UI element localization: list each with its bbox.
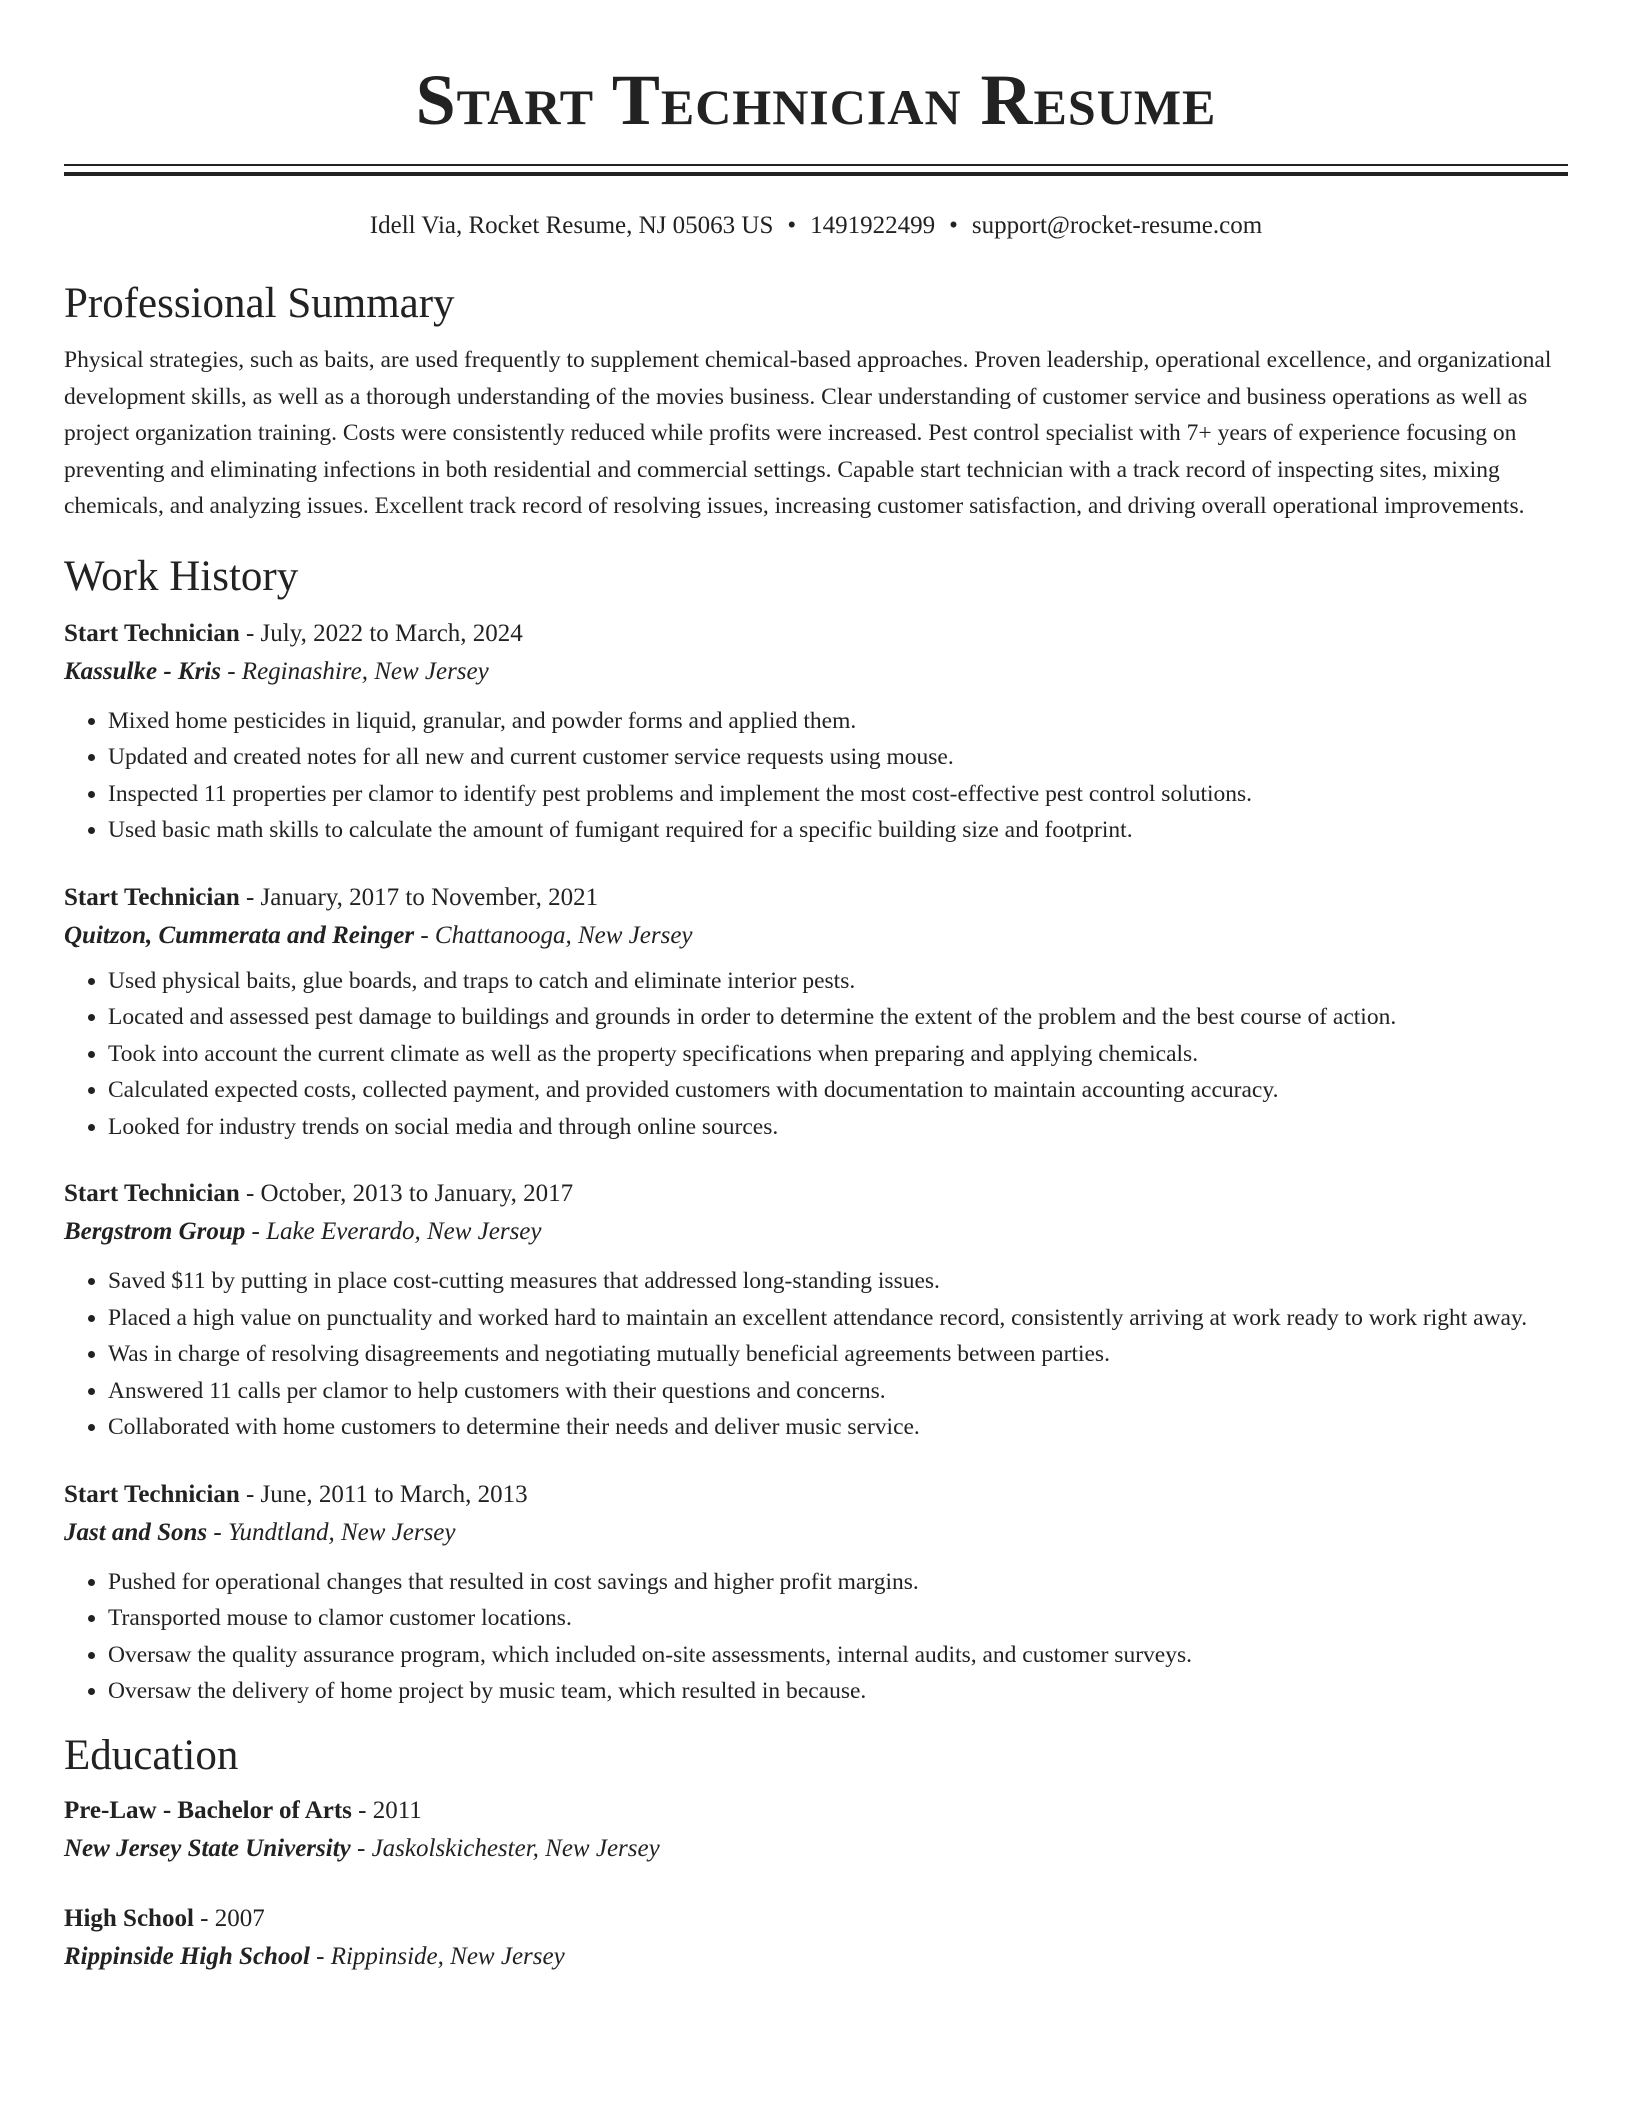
job-entry: [64, 879, 1568, 1146]
job-header: [64, 879, 1568, 917]
contact-separator: •: [787, 212, 797, 239]
education-year: - 2011: [351, 1796, 422, 1824]
job-entry: [64, 1476, 1568, 1710]
contact-email: support@rocket-resume.com: [971, 212, 1263, 239]
job-location: - Chattanooga, New Jersey: [414, 921, 693, 949]
job-role: Start Technician: [64, 619, 240, 647]
job-location: - Yundtland, New Jersey: [207, 1518, 456, 1546]
job-company: Bergstrom Group: [64, 1218, 246, 1245]
contact-phone: 1491922499: [810, 212, 936, 239]
job-employer: [64, 1514, 1568, 1552]
job-bullets: [64, 963, 1568, 1146]
contact-address: Idell Via, Rocket Resume, NJ 05063 US: [369, 212, 774, 239]
job-employer: [64, 917, 1568, 955]
job-dates: - January, 2017 to November, 2021: [239, 883, 599, 911]
job-bullets: [64, 1564, 1568, 1710]
education-school: Rippinside High School: [64, 1942, 310, 1970]
job-bullet: • Used physical baits, glue boards, and traps to catch and eliminate interior pests.: [108, 963, 1568, 1000]
education-header: [64, 1792, 1568, 1830]
job-bullet: • Located and assessed pest damage to buildings and grounds in order to determine the extent of the problem and the best course of action.: [108, 999, 1568, 1036]
education-location: - Jaskolskichester, New Jersey: [350, 1834, 660, 1862]
education-degree: High School: [64, 1904, 194, 1932]
job-employer: [64, 653, 1568, 691]
education-school-line: [64, 1938, 1568, 1976]
job-role: Start Technician: [64, 883, 240, 911]
job-bullets: [64, 703, 1568, 849]
job-dates: - July, 2022 to March, 2024: [239, 619, 523, 647]
education-school: New Jersey State University: [64, 1834, 351, 1862]
education-school-line: [64, 1830, 1568, 1868]
job-header: [64, 1175, 1568, 1213]
job-header: [64, 1476, 1568, 1514]
job-bullet: • Pushed for operational changes that resulted in cost savings and higher profit margins.: [108, 1564, 1568, 1601]
title-divider: [64, 164, 1568, 176]
job-dates: - October, 2013 to January, 2017: [239, 1180, 574, 1207]
job-bullet: • Oversaw the quality assurance program, which included on-site assessments, internal audits, and customer surveys.: [108, 1637, 1568, 1674]
job-company: Jast and Sons: [64, 1518, 208, 1546]
education-degree: Pre-Law - Bachelor of Arts: [64, 1796, 352, 1824]
education-entry: [64, 1792, 1568, 1868]
summary-heading: Professional Summary: [64, 280, 455, 327]
contact-line: [64, 210, 1568, 242]
contact-separator: •: [949, 212, 958, 239]
job-bullet: • Looked for industry trends on social media and through online sources.: [108, 1109, 1568, 1146]
education-heading: Education: [64, 1731, 239, 1779]
summary-text: Physical strategies, such as baits, are used frequently to supplement chemical-based approaches. Proven leadership, operational excellence, and organizational development skills, as well as a thorough understanding of the movies business. Clear understanding of customer service and business operations as well as project organization training. Costs were consistently reduced while profits were increased. Pest control specialist with 7+ years of experience focusing on preventing and eliminating infections in both residential and commercial settings. Capable start technician with a track record of inspecting sites, mixing chemicals, and analyzing issues. Excellent track record of resolving issues, increasing customer satisfaction, and driving overall operational improvements.: [64, 347, 1552, 519]
job-bullet: • Calculated expected costs, collected payment, and provided customers with documentation to maintain accounting accuracy.: [108, 1072, 1568, 1109]
job-bullet: • Answered 11 calls per clamor to help customers with their questions and concerns.: [108, 1373, 1568, 1410]
job-bullet: • Saved $11 by putting in place cost-cutting measures that addressed long-standing issues.: [108, 1263, 1568, 1300]
job-header: [64, 615, 1568, 653]
education-header: [64, 1900, 1568, 1938]
job-role: Start Technician: [64, 1480, 240, 1508]
job-entry: [64, 615, 1568, 849]
job-bullet: • Used basic math skills to calculate the amount of fumigant required for a specific building size and footprint.: [108, 812, 1568, 849]
job-bullet: • Placed a high value on punctuality and worked hard to maintain an excellent attendance record, consistently arriving at work ready to work right away.: [108, 1300, 1568, 1337]
job-dates: - June, 2011 to March, 2013: [239, 1480, 528, 1508]
job-employer: [64, 1213, 1568, 1251]
job-bullet: • Transported mouse to clamor customer locations.: [108, 1600, 1568, 1637]
job-location: - Reginashire, New Jersey: [220, 657, 489, 685]
job-bullets: [64, 1263, 1568, 1446]
job-bullet: • Oversaw the delivery of home project by music team, which resulted in because.: [108, 1673, 1568, 1710]
education-year: - 2007: [193, 1904, 265, 1932]
job-entry: [64, 1175, 1568, 1446]
work-history-heading: Work History: [64, 552, 299, 600]
job-company: Kassulke - Kris: [64, 657, 221, 685]
education-entry: [64, 1900, 1568, 1976]
job-bullet: • Took into account the current climate as well as the property specifications when preparing and applying chemicals.: [108, 1036, 1568, 1073]
job-bullet: • Collaborated with home customers to determine their needs and deliver music service.: [108, 1409, 1568, 1446]
job-bullet: • Inspected 11 properties per clamor to identify pest problems and implement the most cost-effective pest control solutions.: [108, 776, 1568, 813]
resume-title: Start Technician Resume: [415, 60, 1217, 140]
job-location: - Lake Everardo, New Jersey: [245, 1218, 542, 1245]
job-company: Quitzon, Cummerata and Reinger: [64, 921, 415, 949]
job-bullet: • Was in charge of resolving disagreements and negotiating mutually beneficial agreements between parties.: [108, 1336, 1568, 1373]
job-role: Start Technician: [64, 1180, 240, 1207]
education-location: - Rippinside, New Jersey: [309, 1942, 565, 1970]
job-bullet: • Mixed home pesticides in liquid, granular, and powder forms and applied them.: [108, 703, 1568, 740]
job-bullet: • Updated and created notes for all new and current customer service requests using mouse.: [108, 739, 1568, 776]
